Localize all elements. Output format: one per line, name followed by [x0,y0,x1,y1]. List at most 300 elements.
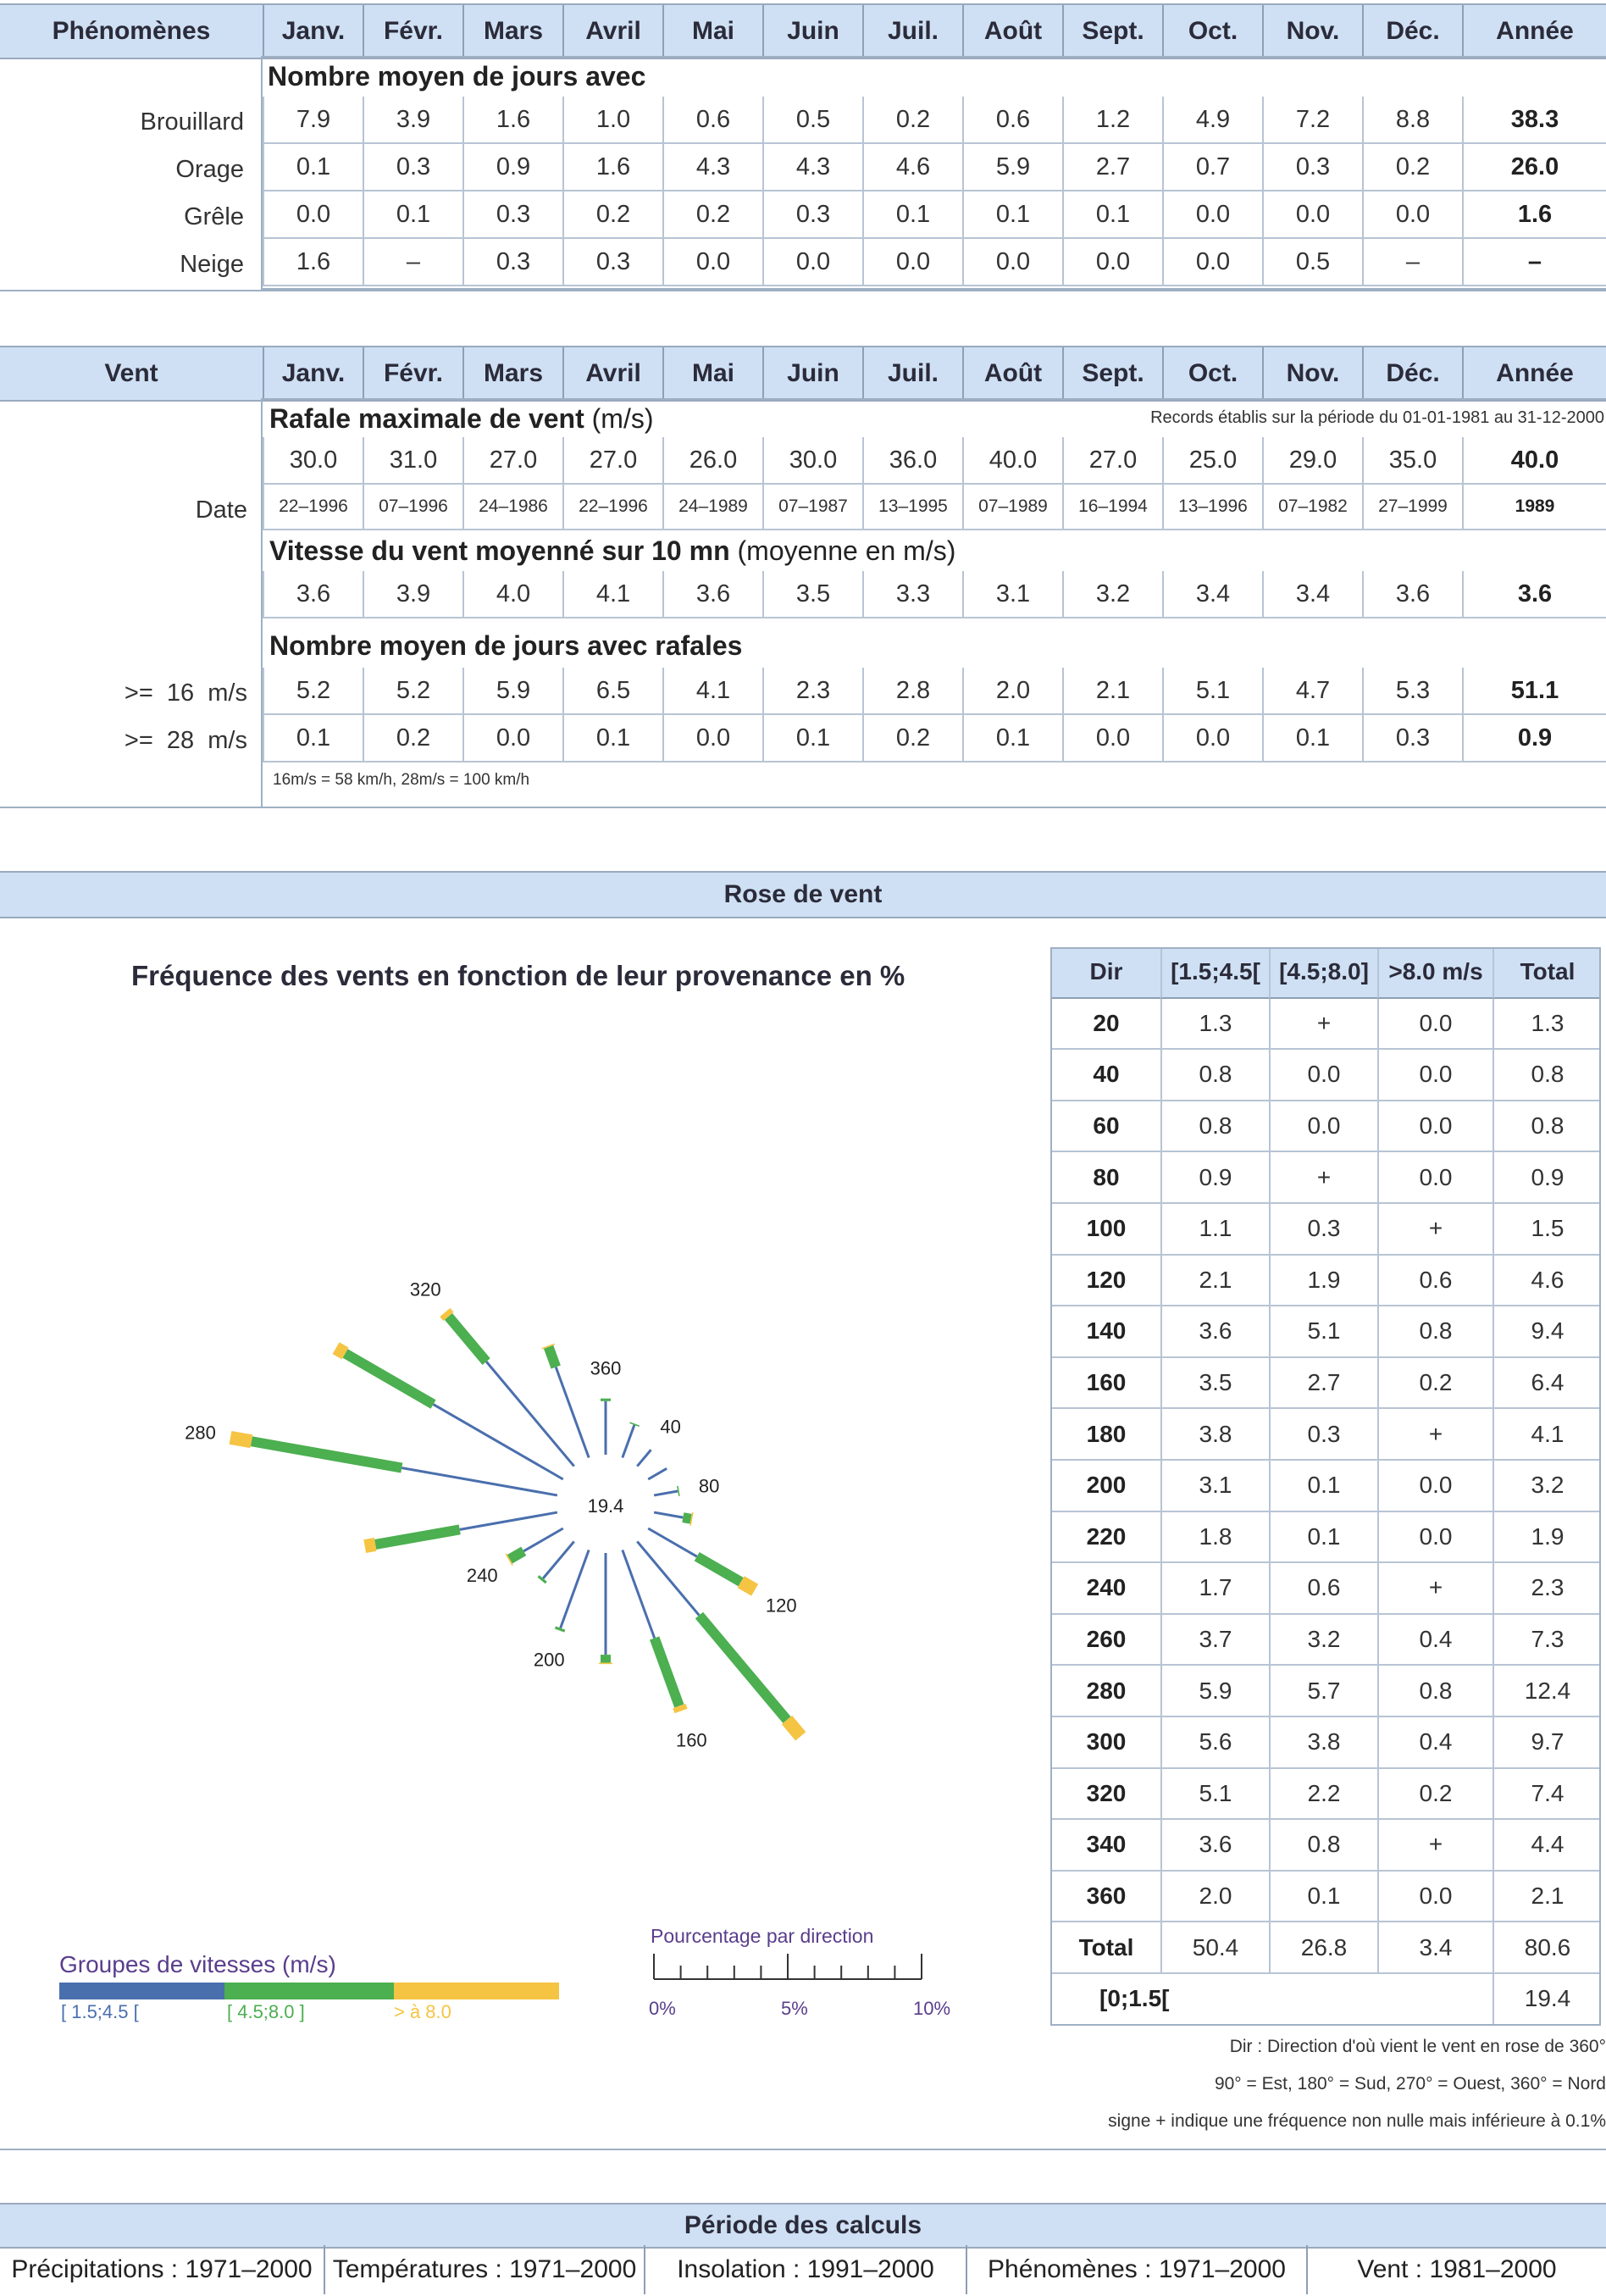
rose-bar-120-2 [741,1582,755,1589]
rose-table-cell: 4.1 [1492,1409,1601,1461]
phenomenes-row-1-cell: 4.3 [762,144,862,191]
rose-table-cell: 9.4 [1492,1306,1601,1358]
rose-table-cell: + [1377,1820,1492,1872]
rose-table-cell: 320 [1050,1769,1160,1821]
rose-bar-260-2 [365,1545,375,1546]
rose-bar-240-2 [508,1559,509,1560]
rose-table-cell: 120 [1050,1256,1160,1307]
rose-bar-160-0 [623,1550,655,1639]
rose-bar-80-0 [654,1491,678,1495]
rafale-days-0-cell: 2.0 [962,668,1062,715]
rafale-days-0-cell: 4.7 [1262,668,1362,715]
section2-bottom-line [0,807,1606,808]
rafale-days-1-cell: 0.1 [263,715,363,763]
rafale-value-cell: 27.0 [1062,437,1162,485]
vent-header-band [0,346,1606,402]
rose-table-cell: 0.8 [1492,1101,1601,1153]
rose-table-cell: 60 [1050,1101,1160,1153]
phenomenes-row-0-cell: 1.0 [562,97,662,144]
month-header-5: Juin [762,347,862,400]
month-header-11: Déc. [1362,347,1462,400]
rose-bar-100-1 [683,1517,690,1519]
rose-table-cell: 0.8 [1377,1666,1492,1717]
vitesse-value-cell: 3.4 [1162,571,1262,618]
phenomenes-row-0-cell: 7.9 [263,97,363,144]
month-header-8: Sept. [1062,5,1162,58]
phenomenes-row-2-cell: 0.1 [1062,191,1162,239]
rose-table-cell: 26.8 [1269,1922,1377,1974]
month-header-3: Avril [562,347,662,400]
rose-bar-160-1 [655,1638,679,1705]
rose-table-cell: 0.2 [1377,1358,1492,1410]
rose-table-cell: 3.8 [1269,1717,1377,1769]
calm-value: 19.4 [1492,1974,1601,2026]
rafale-date-cell: 13–1996 [1162,485,1262,530]
month-header-6: Juil. [862,5,962,58]
rafale-days-1-cell: 0.1 [762,715,862,763]
phenomenes-row-2-cell: 0.0 [1262,191,1362,239]
rafale-days-1-cell: 0.0 [1162,715,1262,763]
rose-table-cell: 360 [1050,1872,1160,1923]
rose-table-cell: 2.3 [1492,1563,1601,1615]
month-header-11: Déc. [1362,5,1462,58]
rose-table-cell: 0.0 [1377,1152,1492,1204]
rose-table-header: Dir [1050,947,1160,999]
vitesse-value-cell: 3.1 [962,571,1062,618]
legend-label-mid: [ 4.5;8.0 ] [227,2001,305,2022]
rose-table-cell: + [1377,1409,1492,1461]
section-divider [0,2149,1606,2150]
rafale-date-cell: 07–1989 [962,485,1062,530]
phenomenes-row-1-cell: 0.7 [1162,144,1262,191]
phenomenes-row-0-cell: 0.6 [662,97,762,144]
phenomenes-row-1-cell: 0.3 [363,144,462,191]
month-header-0: Janv. [263,5,363,58]
phenomenes-row-2-cell: 0.0 [1162,191,1262,239]
rose-bar-40-0 [637,1450,651,1466]
rose-table-cell: 80.6 [1492,1922,1601,1974]
phenomenes-subtitle: Nombre moyen de jours avec [268,61,646,92]
rose-table-cell: 0.0 [1377,1461,1492,1512]
rose-bar-300-2 [336,1348,346,1353]
month-header-12: Année [1462,347,1606,400]
rose-table-cell: 240 [1050,1563,1160,1615]
rose-direction-label: 160 [675,1729,707,1751]
scale-title: Pourcentage par direction [651,1925,874,1947]
legend-bar-mid [224,1983,394,1999]
rose-table-cell: 180 [1050,1409,1160,1461]
rose-bar-260-0 [460,1512,557,1529]
rose-table-cell: 7.3 [1492,1615,1601,1667]
rose-table-cell: 5.6 [1160,1717,1269,1769]
phenomenes-row-0-cell: 3.9 [363,97,462,144]
vitesse-value-cell: 3.9 [363,571,462,618]
rose-table-cell: 260 [1050,1615,1160,1667]
legend-bar-high [394,1983,559,1999]
rafale-days-1-cell: 0.1 [962,715,1062,763]
vitesse-value-cell: 4.0 [462,571,562,618]
phenomenes-row-0-cell: 1.6 [462,97,562,144]
rafale-days-1-cell: 0.9 [1462,715,1606,763]
rose-table-cell: 3.1 [1160,1461,1269,1512]
month-header-4: Mai [662,347,762,400]
month-header-4: Mai [662,5,762,58]
rose-bar-100-0 [654,1512,683,1517]
speed-legend-title: Groupes de vitesses (m/s) [59,1951,336,1977]
rafale-value-cell: 29.0 [1262,437,1362,485]
rafale-date-cell: 1989 [1462,485,1606,530]
rafale-days-0-cell: 5.2 [263,668,363,715]
phenomenes-row-3-cell: 0.3 [562,239,662,286]
rose-table-cell: 1.8 [1160,1512,1269,1564]
vitesse-title [269,535,955,567]
rafale-days-1-cell: 0.3 [1362,715,1462,763]
rose-table-cell: 12.4 [1492,1666,1601,1717]
rose-table-cell: 6.4 [1492,1358,1601,1410]
phenomenes-row-label: Brouillard [140,108,244,136]
vitesse-value-cell: 3.6 [662,571,762,618]
month-header-9: Oct. [1162,347,1262,400]
jours-rafales-title: Nombre moyen de jours avec rafales [269,630,743,661]
conversion-note: 16m/s = 58 km/h, 28m/s = 100 km/h [273,771,530,789]
rose-table-cell: 2.1 [1492,1872,1601,1923]
phenomenes-row-1-cell: 0.2 [1362,144,1462,191]
phenomenes-row-0-cell: 1.2 [1062,97,1162,144]
rose-table-cell: 0.4 [1377,1717,1492,1769]
rafale-days-0-cell: 2.8 [862,668,962,715]
month-header-5: Juin [762,5,862,58]
scale-label-5: 5% [781,1998,808,2019]
periode-item: Phénomènes : 1971–2000 [966,2245,1306,2294]
phenomenes-row-3-cell: 0.0 [1162,239,1262,286]
rose-table-cell: 0.1 [1269,1512,1377,1564]
month-header-10: Nov. [1262,5,1362,58]
percentage-scale [652,1954,932,1988]
rose-bar-340-2 [548,1345,549,1346]
rafale-title-bold: Rafale maximale de vent [269,403,584,434]
rafale-title [269,403,653,435]
rose-direction-label: 320 [409,1278,441,1301]
rose-bar-340-1 [549,1347,557,1367]
rose-table-cell: 5.7 [1269,1666,1377,1717]
month-header-1: Févr. [363,5,462,58]
rafale-value-cell: 35.0 [1362,437,1462,485]
rose-center-value: 19.4 [587,1495,624,1517]
rose-table-cell: 20 [1050,999,1160,1051]
phenomenes-row-3-cell: 0.3 [462,239,562,286]
rose-bar-200-0 [561,1550,590,1628]
rose-table-cell: 5.1 [1269,1306,1377,1358]
rose-table-cell: Total [1050,1922,1160,1974]
rose-table-cell: 0.0 [1377,999,1492,1051]
rose-direction-label: 40 [660,1416,681,1438]
rafale-days-1-cell: 0.2 [363,715,462,763]
rose-table-cell: 340 [1050,1820,1160,1872]
periode-item: Insolation : 1991–2000 [644,2245,966,2294]
month-header-10: Nov. [1262,347,1362,400]
rafale-date-cell: 22–1996 [562,485,662,530]
rafale-date-cell: 22–1996 [263,485,363,530]
rafale-days-0-cell: 2.3 [762,668,862,715]
phenomenes-row-1-cell: 0.1 [263,144,363,191]
rafale-value-cell: 27.0 [462,437,562,485]
rose-table-cell: 0.8 [1492,1050,1601,1101]
rose-bar-240-1 [510,1551,523,1559]
rose-bar-280-0 [402,1468,557,1495]
rose-table-cell: 0.3 [1269,1204,1377,1256]
rose-table-cell: 1.1 [1160,1204,1269,1256]
rafale-date-cell: 07–1982 [1262,485,1362,530]
phenomenes-row-label: Grêle [184,203,244,230]
section1-bottom-line [0,290,1606,291]
rose-bar-20-1 [634,1423,635,1424]
month-header-2: Mars [462,347,562,400]
rose-bar-140-2 [787,1720,800,1736]
rafale-date-cell: 07–1996 [363,485,462,530]
rose-table-cell: 300 [1050,1717,1160,1769]
phenomenes-row-0-cell: 4.9 [1162,97,1262,144]
phenomenes-row-0-cell: 7.2 [1262,97,1362,144]
rafale-days-1-cell: 0.0 [1062,715,1162,763]
rose-table-cell: 0.3 [1269,1409,1377,1461]
rafale-days-1-cell: 0.0 [662,715,762,763]
rose-bar-260-1 [375,1529,460,1545]
vent-header-label: Vent [104,359,158,387]
rafale-threshold-label: >= 28 m/s [124,727,247,754]
phenomenes-row-3-cell: 1.6 [263,239,363,286]
phenomenes-row-0-cell: 0.5 [762,97,862,144]
vitesse-value-cell: 3.6 [263,571,363,618]
rose-table-cell: 220 [1050,1512,1160,1564]
rose-table-cell: 3.6 [1160,1306,1269,1358]
rose-band-title: Rose de vent [723,880,883,908]
vitesse-value-cell: 3.6 [1362,571,1462,618]
rose-bar-320-1 [448,1317,486,1362]
phenomenes-row-3-cell: 0.0 [862,239,962,286]
phenomenes-row-1-cell: 5.9 [962,144,1062,191]
rose-note-2: 90° = Est, 180° = Sud, 270° = Ouest, 360° = Nord [1214,2074,1606,2094]
rose-bar-280-2 [230,1438,252,1441]
rose-table-cell: 3.2 [1492,1461,1601,1512]
rose-table-cell: 1.9 [1269,1256,1377,1307]
phenomenes-row-2-cell: 0.1 [962,191,1062,239]
rose-band [0,871,1606,918]
scale-label-10: 10% [913,1998,951,2019]
rafale-value-cell: 26.0 [662,437,762,485]
rose-table-cell: 100 [1050,1204,1160,1256]
rose-bar-160-2 [679,1706,681,1711]
rose-direction-label: 200 [533,1649,565,1671]
month-header-7: Août [962,5,1062,58]
rose-table-cell: 1.9 [1492,1512,1601,1564]
rose-table-cell: 1.7 [1160,1563,1269,1615]
rose-table-cell: 2.0 [1160,1872,1269,1923]
rose-table-cell: 160 [1050,1358,1160,1410]
rose-bar-300-1 [346,1353,434,1404]
rose-table-cell: 0.0 [1269,1050,1377,1101]
vitesse-value-cell: 3.2 [1062,571,1162,618]
rose-table-cell: 7.4 [1492,1769,1601,1821]
rafale-date-cell: 24–1989 [662,485,762,530]
rafale-days-0-cell: 5.2 [363,668,462,715]
phenomenes-header-band [0,3,1606,59]
rose-table-cell: 0.1 [1269,1461,1377,1512]
rose-bar-140-1 [699,1616,787,1720]
rose-table-cell: 3.7 [1160,1615,1269,1667]
periode-band [0,2203,1606,2249]
phenomenes-row-0-cell: 0.2 [862,97,962,144]
phenomenes-row-3-cell: 0.0 [662,239,762,286]
phenomenes-row-3-cell: 0.0 [1062,239,1162,286]
phenomenes-row-3-cell: – [1462,239,1606,286]
month-header-8: Sept. [1062,347,1162,400]
vitesse-value-cell: 4.1 [562,571,662,618]
rose-bar-240-0 [523,1528,563,1551]
rose-table-cell: 3.4 [1377,1922,1492,1974]
rose-table-cell: 3.6 [1160,1820,1269,1872]
phenomenes-row-2-cell: 0.0 [263,191,363,239]
phenomenes-row-3-cell: 0.0 [762,239,862,286]
phenomenes-row-2-cell: 0.3 [762,191,862,239]
rafale-date-cell: 24–1986 [462,485,562,530]
phenomenes-row-2-cell: 0.0 [1362,191,1462,239]
rafale-days-0-cell: 2.1 [1062,668,1162,715]
rafale-value-cell: 40.0 [1462,437,1606,485]
rose-direction-label: 280 [185,1422,216,1444]
rose-table-cell: + [1269,999,1377,1051]
phenomenes-row-label: Neige [180,251,244,278]
rose-table-cell: 0.9 [1160,1152,1269,1204]
rose-table-cell: 0.0 [1377,1512,1492,1564]
rafale-value-cell: 25.0 [1162,437,1262,485]
rafale-days-0-cell: 4.1 [662,668,762,715]
rose-table-cell: 2.2 [1269,1769,1377,1821]
rose-table-cell: 0.4 [1377,1615,1492,1667]
rose-table-cell: 280 [1050,1666,1160,1717]
wind-rose-chart [0,974,1016,1822]
rose-table-cell: 0.8 [1377,1306,1492,1358]
periode-item: Vent : 1981–2000 [1306,2245,1606,2294]
phenomenes-row-1-cell: 2.7 [1062,144,1162,191]
month-header-1: Févr. [363,347,462,400]
rose-table-cell: 4.4 [1492,1820,1601,1872]
calm-label: [0;1.5[ [1050,1974,1492,2026]
phenomenes-row-1-cell: 0.9 [462,144,562,191]
phenomenes-row-1-cell: 4.3 [662,144,762,191]
rose-table-cell: 40 [1050,1050,1160,1101]
rose-table-cell: 200 [1050,1461,1160,1512]
rose-table-cell: 1.5 [1492,1204,1601,1256]
month-header-9: Oct. [1162,5,1262,58]
rose-direction-label: 360 [590,1357,622,1379]
rafale-value-cell: 30.0 [263,437,363,485]
vitesse-title-unit: (moyenne en m/s) [729,535,956,566]
periode-band-title: Période des calculs [684,2211,922,2239]
rose-table-cell: 9.7 [1492,1717,1601,1769]
rafale-days-0-cell: 51.1 [1462,668,1606,715]
vitesse-value-cell: 3.3 [862,571,962,618]
records-note: Records établis sur la période du 01-01-1981 au 31-12-2000 [1150,408,1604,427]
month-header-6: Juil. [862,347,962,400]
rose-direction-label: 120 [765,1594,797,1617]
rose-table-cell: 2.7 [1269,1358,1377,1410]
rose-table-cell: + [1377,1563,1492,1615]
rose-bar-280-1 [252,1441,402,1467]
legend-bar-low [59,1983,224,1999]
rose-bar-20-0 [623,1425,634,1458]
rafale-days-1-cell: 0.0 [462,715,562,763]
rose-table-cell: 0.6 [1269,1563,1377,1615]
periode-item: Précipitations : 1971–2000 [11,2255,313,2283]
rafale-date-cell: 07–1987 [762,485,862,530]
rafale-value-cell: 27.0 [562,437,662,485]
rose-direction-label: 80 [698,1475,720,1497]
rose-bar-120-0 [648,1528,696,1556]
vitesse-title-bold: Vitesse du vent moyenné sur 10 mn [269,535,730,566]
rose-table-cell: 0.1 [1269,1872,1377,1923]
rose-table-cell: 0.2 [1377,1769,1492,1821]
rose-table-header: [4.5;8.0] [1269,947,1377,999]
rafale-value-cell: 30.0 [762,437,862,485]
rose-table-cell: 0.9 [1492,1152,1601,1204]
rose-table-cell: 2.1 [1160,1256,1269,1307]
rafale-days-0-cell: 5.3 [1362,668,1462,715]
legend-label-low: [ 1.5;4.5 [ [61,2001,139,2022]
phenomenes-row-0-cell: 8.8 [1362,97,1462,144]
rafale-days-0-cell: 5.9 [462,668,562,715]
phenomenes-row-1-cell: 1.6 [562,144,662,191]
rose-table-cell: 1.3 [1492,999,1601,1051]
rose-table-cell: 3.2 [1269,1615,1377,1667]
rafale-date-cell: 16–1994 [1062,485,1162,530]
month-header-0: Janv. [263,347,363,400]
rafale-value-cell: 40.0 [962,437,1062,485]
rose-chart-title: Fréquence des vents en fonction de leur provenance en % [131,960,905,991]
rose-table-cell: 0.0 [1377,1872,1492,1923]
month-header-7: Août [962,347,1062,400]
rafale-value-cell: 36.0 [862,437,962,485]
rafale-date-cell: 13–1995 [862,485,962,530]
rose-direction-label: 240 [466,1565,498,1587]
rose-table-cell: 0.0 [1377,1101,1492,1153]
vitesse-value-cell: 3.5 [762,571,862,618]
rose-note-3: signe + indique une fréquence non nulle mais inférieure à 0.1% [1108,2111,1606,2131]
rose-table-cell: + [1269,1152,1377,1204]
phenomenes-row-2-cell: 0.2 [562,191,662,239]
phenomenes-row-1-cell: 0.3 [1262,144,1362,191]
rafale-date-cell: 27–1999 [1362,485,1462,530]
scale-label-0: 0% [649,1998,676,2019]
rafale-title-unit: (m/s) [584,403,654,434]
rose-table-header: >8.0 m/s [1377,947,1492,999]
phenomenes-row-label: Orage [175,156,244,183]
rose-bar-220-1 [541,1578,543,1580]
phenomenes-row-2-cell: 0.2 [662,191,762,239]
phenomenes-row-1-cell: 26.0 [1462,144,1606,191]
rose-bar-60-0 [648,1468,667,1479]
vitesse-value-cell: 3.4 [1262,571,1362,618]
rose-table-cell: 0.0 [1269,1101,1377,1153]
phenomenes-row-2-cell: 0.1 [862,191,962,239]
rose-table-cell: 80 [1050,1152,1160,1204]
rose-bar-320-2 [445,1312,448,1317]
phenomenes-row-3-cell: 0.5 [1262,239,1362,286]
phenomenes-header-label: Phénomènes [52,17,211,45]
rose-bar-120-1 [697,1556,741,1582]
rafale-days-1-cell: 0.1 [562,715,662,763]
rose-table-frame [1050,947,1601,2026]
rafale-days-0-cell: 5.1 [1162,668,1262,715]
